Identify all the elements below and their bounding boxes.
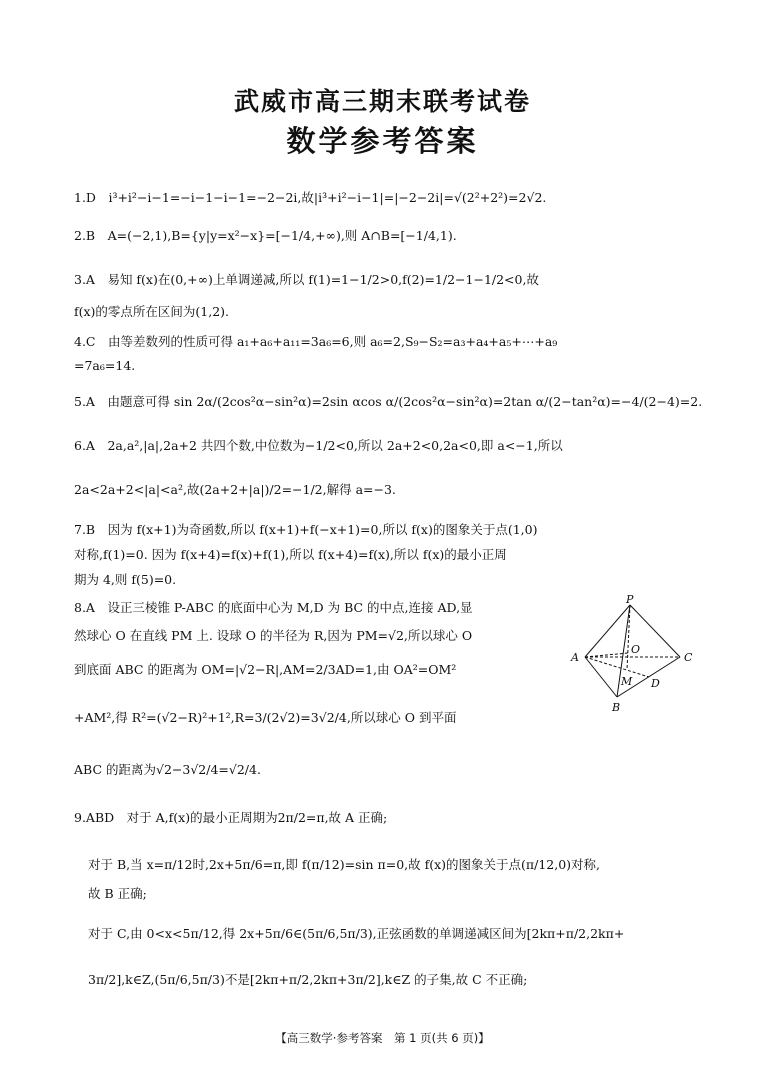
answer-9-line-1: 9.ABD 对于 A,f(x)的最小正周期为2π/2=π,故 A 正确; bbox=[74, 810, 388, 825]
answer-3-line-1: 3.A 易知 f(x)在(0,+∞)上单调递减,所以 f(1)=1−1/2>0,f(2)=1/2−1−1/2<0,故 bbox=[74, 272, 539, 287]
answer-9-line-5: 3π/2],k∈Z,(5π/6,5π/3)不是[2kπ+π/2,2kπ+3π/2],k∈Z 的子集,故 C 不正确; bbox=[88, 972, 528, 987]
page-footer: 【高三数学·参考答案 第 1 页(共 6 页)】 bbox=[275, 1031, 490, 1045]
answer-2: 2.B A=(−2,1),B={y|y=x²−x}=[−1/4,+∞),则 A∩B=[−1/4,1). bbox=[74, 228, 457, 243]
answer-7-line-3: 期为 4,则 f(5)=0. bbox=[74, 572, 177, 587]
label-p: P bbox=[626, 595, 634, 606]
answer-6-line-2: 2a<2a+2<|a|<a²,故(2a+2+|a|)/2=−1/2,解得 a=−3. bbox=[74, 482, 396, 497]
label-d: D bbox=[651, 677, 660, 690]
label-a: A bbox=[571, 651, 579, 664]
label-m: M bbox=[621, 675, 633, 688]
edge-ab bbox=[585, 657, 617, 697]
answer-8-line-2: 然球心 O 在直线 PM 上. 设球 O 的半径为 R,因为 PM=√2,所以球心 O bbox=[74, 628, 473, 643]
answer-9-line-3: 故 B 正确; bbox=[88, 886, 147, 901]
answer-6-line-1: 6.A 2a,a²,|a|,2a+2 共四个数,中位数为−1/2<0,所以 2a+2<0,2a<0,即 a<−1,所以 bbox=[74, 438, 563, 453]
answer-3-line-2: f(x)的零点所在区间为(1,2). bbox=[74, 304, 230, 319]
label-o: O bbox=[631, 643, 641, 656]
page-title: 武威市高三期末联考试卷 bbox=[233, 87, 531, 116]
answer-9-line-4: 对于 C,由 0<x<5π/12,得 2x+5π/6∈(5π/6,5π/3),正弦函数的单调递减区间为[2kπ+π/2,2kπ+ bbox=[88, 926, 625, 941]
segment-ao bbox=[585, 653, 628, 657]
answer-7-line-1: 7.B 因为 f(x+1)为奇函数,所以 f(x+1)+f(−x+1)=0,所以 f(x)的图象关于点(1,0) bbox=[74, 522, 538, 537]
answer-5: 5.A 由题意可得 sin 2α/(2cos²α−sin²α)=2sin αcos α/(2cos²α−sin²α)=2tan α/(2−tan²α)=−4/(2−4)=2. bbox=[74, 394, 703, 409]
page-subtitle: 数学参考答案 bbox=[286, 124, 479, 158]
answer-8-line-3: 到底面 ABC 的距离为 OM=|√2−R|,AM=2/3AD=1,由 OA²=OM² bbox=[74, 662, 457, 677]
answer-9-line-2: 对于 B,当 x=π/12时,2x+5π/6=π,即 f(π/12)=sin π=0,故 f(x)的图象关于点(π/12,0)对称, bbox=[88, 857, 601, 872]
answer-4-line-2: =7a₆=14. bbox=[74, 358, 136, 373]
pyramid-diagram bbox=[565, 595, 705, 720]
answer-8-line-4: +AM²,得 R²=(√2−R)²+1²,R=3/(2√2)=3√2/4,所以球心 O 到平面 bbox=[74, 710, 457, 725]
label-c: C bbox=[684, 651, 693, 664]
answer-4-line-1: 4.C 由等差数列的性质可得 a₁+a₆+a₁₁=3a₆=6,则 a₆=2,S₉−S₂=a₃+a₄+a₅+⋯+a₉ bbox=[74, 334, 558, 349]
answer-7-line-2: 对称,f(1)=0. 因为 f(x+4)=f(x)+f(1),所以 f(x+4)=f(x),所以 f(x)的最小正周 bbox=[74, 547, 507, 562]
answer-8-line-1: 8.A 设正三棱锥 P-ABC 的底面中心为 M,D 为 BC 的中点,连接 AD,显 bbox=[74, 600, 473, 615]
answer-1: 1.D i³+i²−i−1=−i−1−i−1=−2−2i,故|i³+i²−i−1|=|−2−2i|=√(2²+2²)=2√2. bbox=[74, 190, 547, 205]
segment-ad bbox=[585, 657, 649, 677]
label-b: B bbox=[612, 701, 621, 714]
answer-8-line-5: ABC 的距离为√2−3√2/4=√2/4. bbox=[74, 762, 261, 777]
